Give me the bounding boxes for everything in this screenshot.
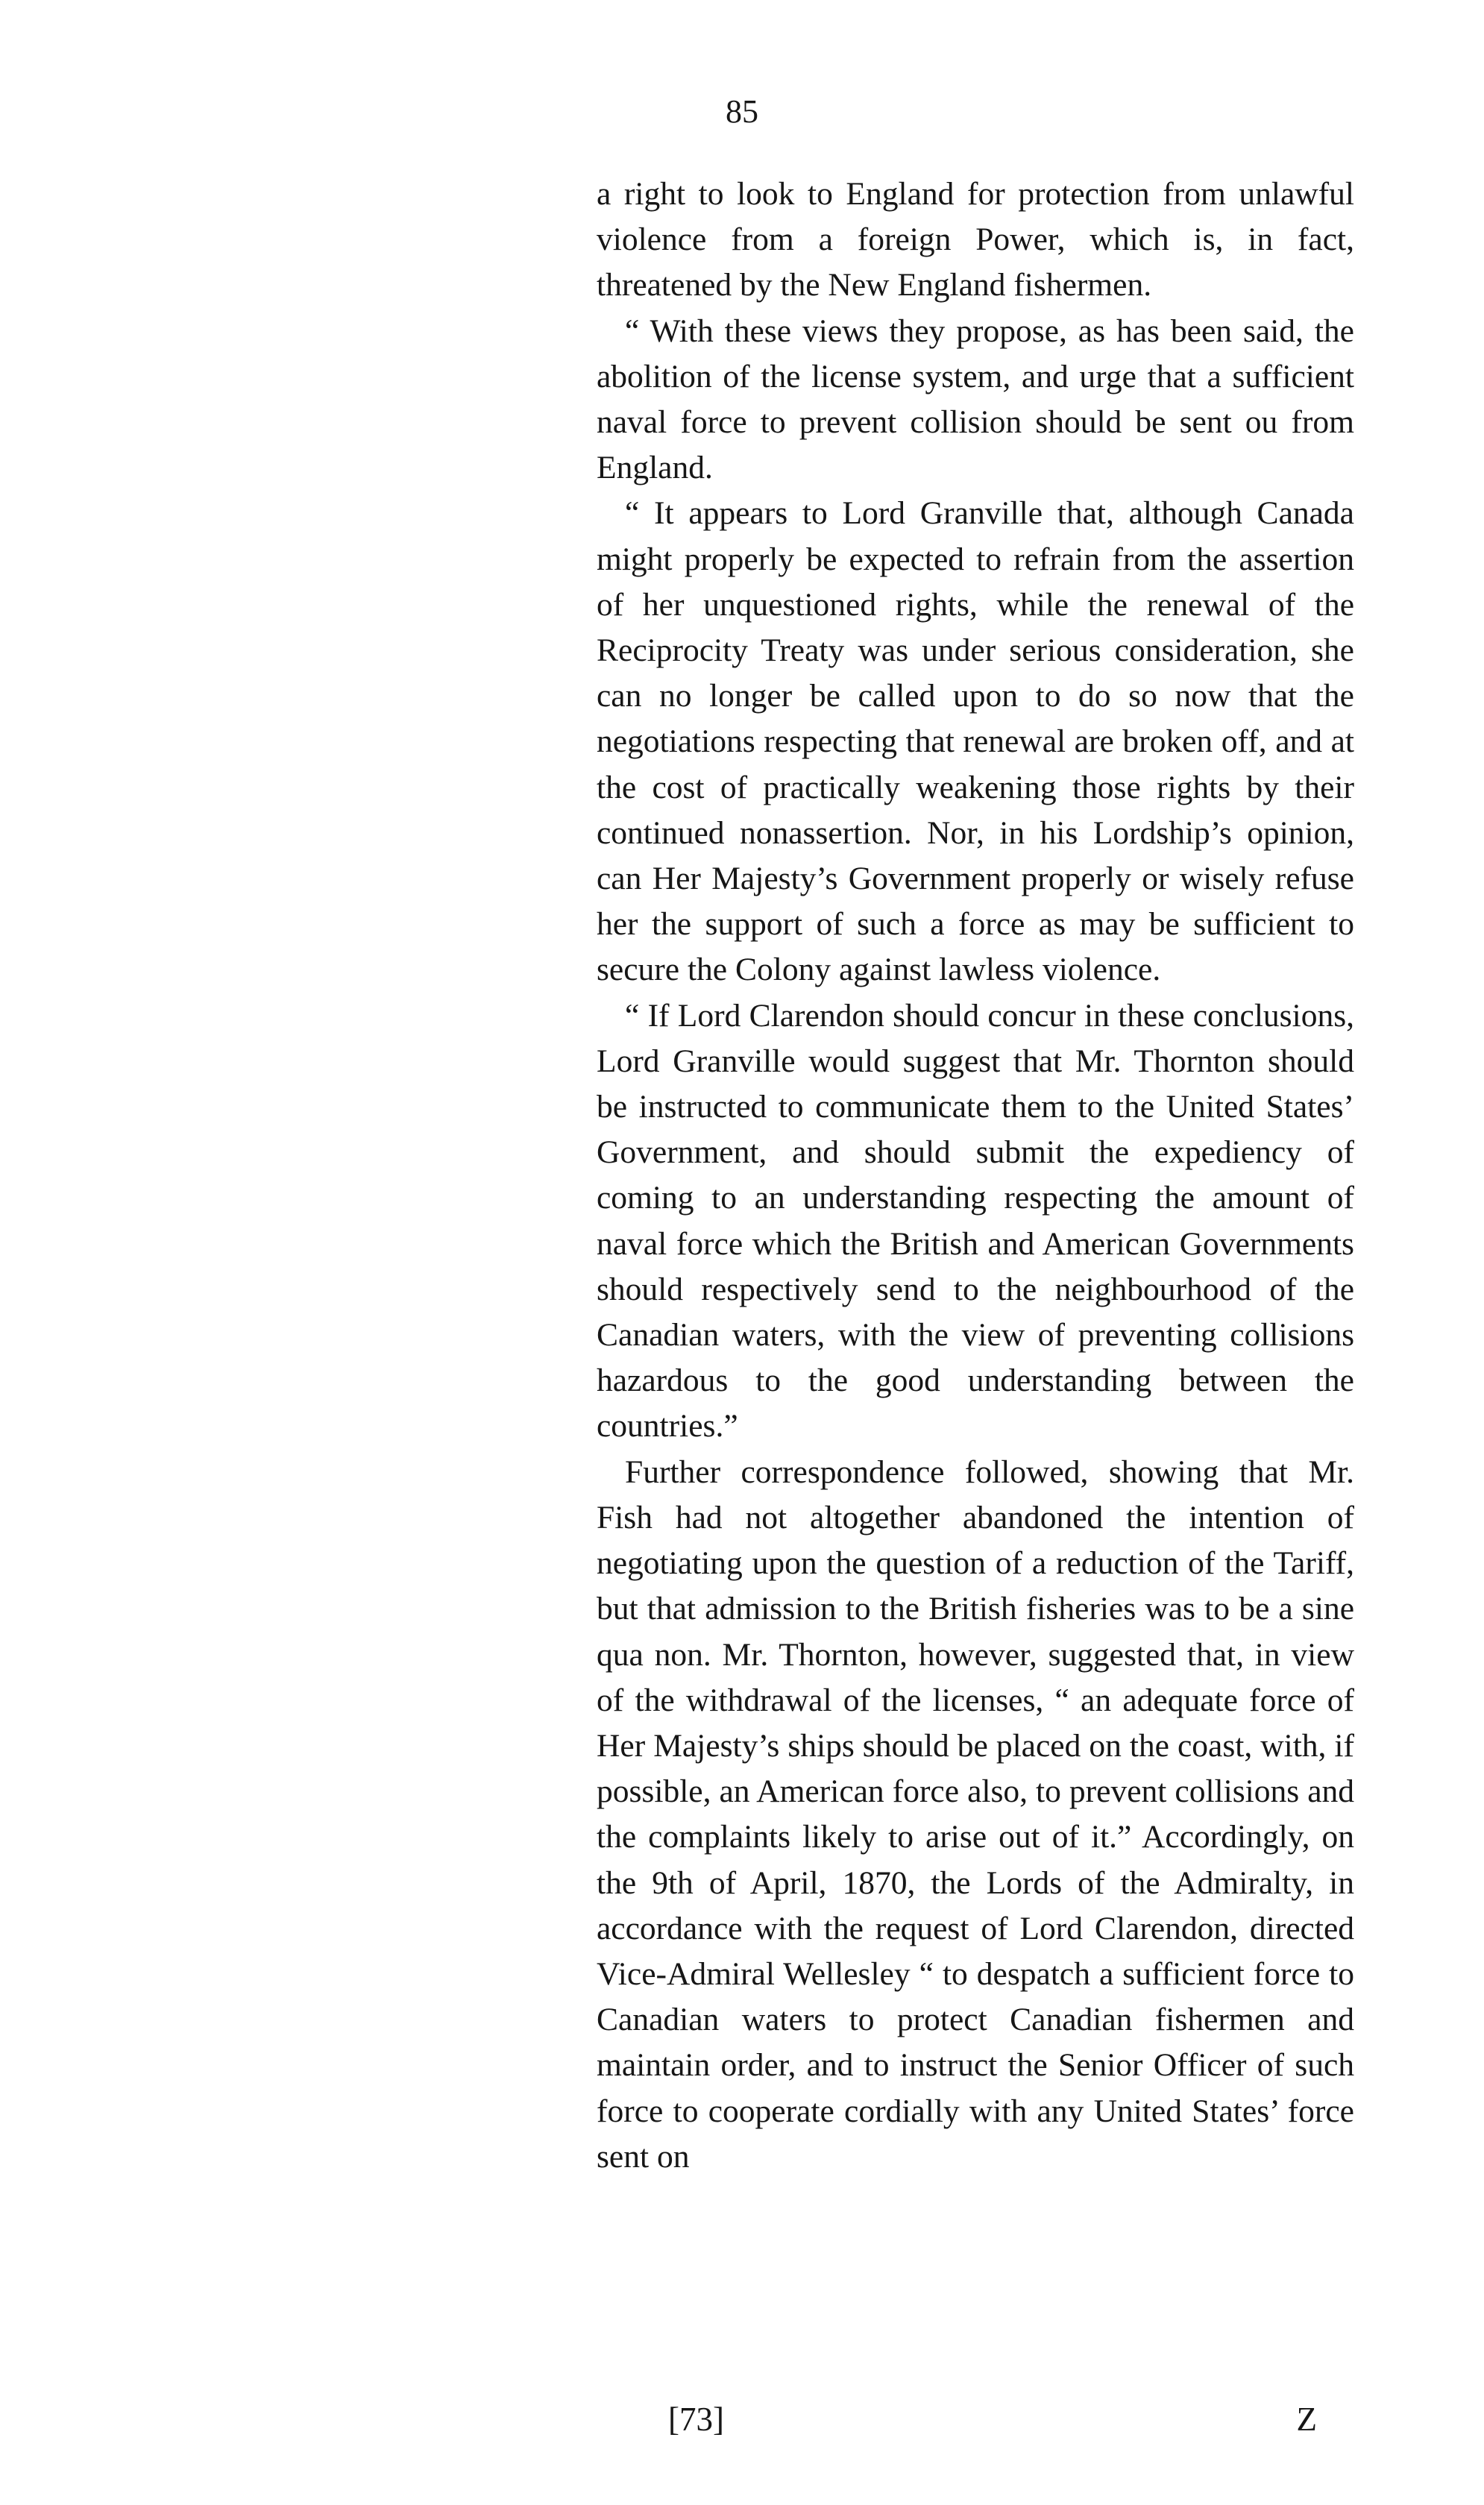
paragraph-3: “ It appears to Lord Granville that, although Canada might properly be expected to refrain from the assertion of her unquestioned rights, while the renewal of the Reciprocity Treaty was under serious consideration, she can no longer be called upon to do so now that the negotiations respecting that renewal are broken off, and at the cost of practically weakening those rights by their continued nonassertion. Nor, in his Lordship’s opinion, can Her Majesty’s Government properly or wisely refuse her the support of such a force as may be sufficient to secure the Colony against lawless violence. <box>597 495 1354 988</box>
paragraph-2: “ With these views they propose, as has been said, the abolition of the license system, and urge that a sufficient naval force to prevent collision should be sent ou from England. <box>597 312 1354 486</box>
paragraph-5: Further correspondence followed, showing that Mr. Fish had not altogether abandoned the intention of negotiating upon the question of a reduction of the Tariff, but that admission to the British fisheries was to be a sine qua non. Mr. Thornton, however, suggested that, in view of the withdrawal of the licenses, “ an adequate force of Her Majesty’s ships should be placed on the coast, with, if possible, an American force also, to prevent collisions and the complaints likely to arise out of it.” Accordingly, on the 9th of April, 1870, the Lords of the Admiralty, in accordance with the request of Lord Clarendon, directed Vice-Admiral Wellesley “ to despatch a sufficient force to Canadian waters to protect Canadian fishermen and maintain order, and to instruct the Senior Officer of such force to cooperate cordially with any United States’ force sent on <box>597 1453 1354 2175</box>
gathering-letter: Z <box>1296 2401 1317 2438</box>
signature-mark: [73] <box>668 2401 724 2438</box>
page-footer <box>597 2400 1354 2445</box>
paragraph-4: “ If Lord Clarendon should concur in these conclusions, Lord Granville would suggest that Mr. Thornton should be instructed to communicate them to the United States’ Government, and should submit the expediency of coming to an understanding respecting the amount of naval force which the British and American Governments should respectively send to the neighbourhood of the Canadian waters, with the view of preventing collisions hazardous to the good understanding between the countries.” <box>597 997 1354 1445</box>
paragraph-1: a right to look to England for protection from unlawful violence from a foreign Power, which is, in fact, threatened by the New England fishermen. <box>597 176 1354 304</box>
body-text <box>597 172 1354 2180</box>
page-number: 85 <box>726 93 758 130</box>
